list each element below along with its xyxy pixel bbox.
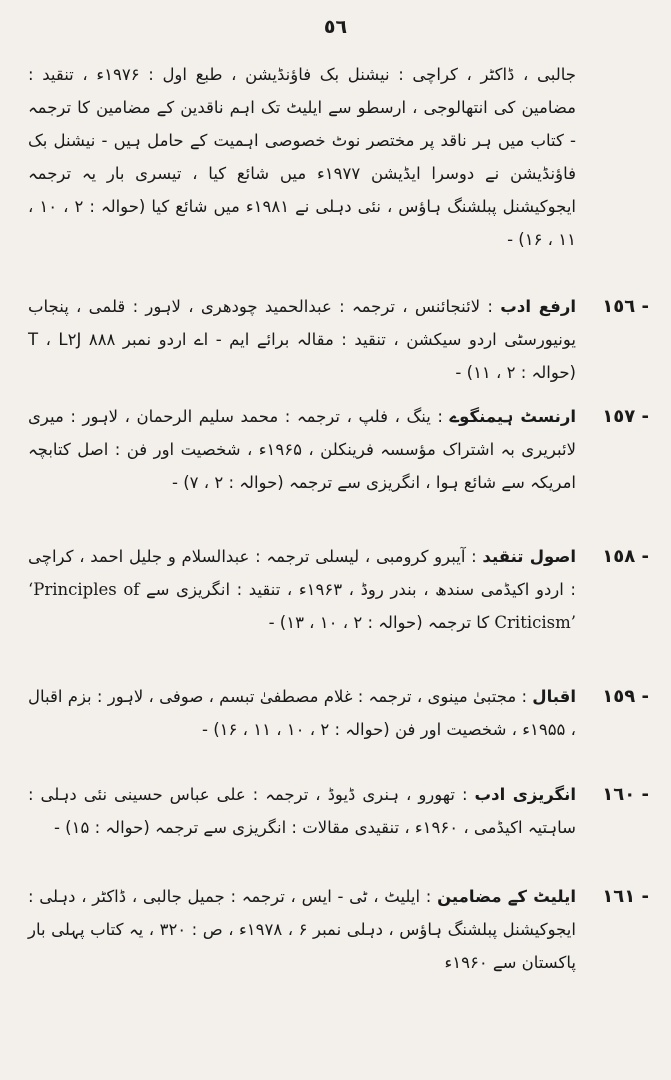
entry-text: : لائنجائنس ، ترجمہ : عبدالحمید چودھری ، لاہور : قلمی ، پنجاب یونیورسٹی اردو سیکشن ، تنقید : مقالہ برائے ایم - اے اردو نمبر ۸۸۸ T ، L۲J (حوالہ : ۲ ، ۱۱) -	[28, 297, 576, 382]
entry-159	[28, 680, 576, 746]
entry-text: : آیبرو کرومبی ، لیسلی ترجمہ : عبدالسلام و جلیل احمد ، کراچی : اردو اکیڈمی سندھ ، بندر روڈ ، ۱۹۶۳ء ، تنقید : انگریزی سے	[28, 547, 576, 599]
entry-title: اقبال	[532, 687, 576, 706]
entry-158	[28, 540, 576, 639]
entry-title: اصول تنقید	[482, 547, 576, 566]
entry-text: : مجتبیٰ مینوی ، ترجمہ : غلام مصطفیٰ تبسم ، صوفی ، لاہور : بزم اقبال ، ۱۹۵۵ء ، شخصیت اور فن (حوالہ : ۲ ، ۱۰ ، ۱۱ ، ۱۶) -	[28, 687, 576, 739]
entry-title: ارنسٹ ہیمنگوے	[449, 407, 576, 426]
entry-161	[28, 880, 576, 979]
entry-text: جالبی ، ڈاکٹر ، کراچی : نیشنل بک فاؤنڈیشن ، طبع اول : ۱۹۷۶ء ، تنقید : مضامین کی انتھالوجی ، ارسطو سے ایلیٹ تک اہم ناقدین کے مضامین کا ترجمہ - کتاب میں ہر ناقد پر مختصر نوٹ خصوصی اہمیت کے حامل ہیں - نیشنل بک فاؤنڈیشن نے دوسرا ایڈیشن ۱۹۷۷ء میں شائع کیا ، تیسری بار یہ ترجمہ ایجوکیشنل پبلشنگ ہاؤس ، نئی دہلی نے ۱۹۸۱ء میں شائع کیا (حوالہ : ۲ ، ۱۰ ، ۱۱ ، ۱۶) -	[28, 65, 576, 249]
entry-number: ١٥٨ -	[602, 546, 649, 567]
entry-number: ١٥٧ -	[602, 406, 649, 427]
entry-number: ١٦١ -	[602, 886, 649, 907]
entry-text: : ینگ ، فلپ ، ترجمہ : محمد سلیم الرحمان ، لاہور : میری لائبریری بہ اشتراک مؤسسہ فرینکلن ، ۱۹۶۵ء ، شخصیت اور فن : اصل کتابچہ امریکہ سے شائع ہوا ، انگریزی سے ترجمہ (حوالہ : ۲ ، ۷) -	[28, 407, 576, 492]
entry-text: : ایلیٹ ، ٹی - ایس ، ترجمہ : جمیل جالبی ، ڈاکٹر ، دہلی : ایجوکیشنل پبلشنگ ہاؤس ، دہلی نمبر ۶ ، ۱۹۷۸ء ، ص : ۳۲۰ ، یہ کتاب پہلی بار پاکستان سے ۱۹۶۰ء	[28, 887, 576, 972]
entry-title: ایلیٹ کے مضامین	[437, 887, 576, 906]
entry-156	[28, 290, 576, 389]
english-title: ‘Principles of Criticism’	[28, 580, 576, 632]
entry-number: ١٦٠ -	[602, 784, 649, 805]
entry-text: : تھورو ، ہنری ڈیوڈ ، ترجمہ : علی عباس حسینی نئی دہلی : ساہتیہ اکیڈمی ، ۱۹۶۰ء ، تنقیدی مقالات : انگریزی سے ترجمہ (حوالہ : ۱۵) -	[28, 785, 576, 837]
entry-title: انگریزی ادب	[474, 785, 576, 804]
entry-160	[28, 778, 576, 844]
entry-157	[28, 400, 576, 499]
entry-continuation	[28, 58, 576, 256]
entry-number: ١٥٦ -	[602, 296, 649, 317]
page-number: ٥٦	[323, 16, 348, 38]
entry-number: ١٥٩ -	[602, 686, 649, 707]
entry-title: ارفع ادب	[500, 297, 576, 316]
entry-text-after: کا ترجمہ (حوالہ : ۲ ، ۱۰ ، ۱۳) -	[268, 613, 490, 632]
